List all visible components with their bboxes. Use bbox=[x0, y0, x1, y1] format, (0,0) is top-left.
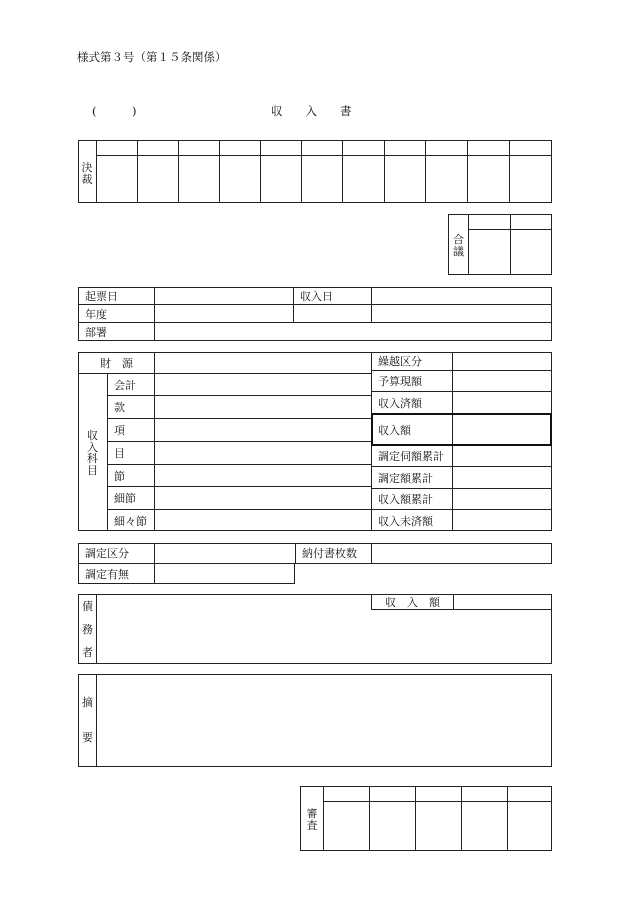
approval-divider-1 bbox=[137, 140, 138, 203]
subject-section-field[interactable] bbox=[155, 396, 371, 418]
subject-item-label: 項 bbox=[114, 424, 125, 437]
subject-node-label: 節 bbox=[114, 469, 125, 483]
receipt-subject-label: 収 入 科 目 bbox=[87, 429, 98, 477]
debtor-amount-label: 収 入 額 bbox=[385, 595, 440, 609]
audit-divider-2 bbox=[415, 786, 416, 851]
receipt-amount-label: 収入額 bbox=[378, 423, 411, 437]
approval-divider-10 bbox=[509, 140, 510, 203]
subject-category-label: 目 bbox=[114, 447, 125, 460]
summary-label: 摘 要 bbox=[82, 696, 93, 744]
fiscal-year-label: 年度 bbox=[85, 307, 107, 321]
adjustment-request-total-label: 調定伺額累計 bbox=[378, 450, 444, 463]
received-amount-field[interactable] bbox=[453, 392, 551, 413]
debtor-label: 債 務 者 bbox=[82, 600, 93, 660]
approval-divider-5 bbox=[301, 140, 302, 203]
consultation-divider-0 bbox=[468, 214, 469, 275]
audit-divider-1 bbox=[369, 786, 370, 851]
adjustment-category-field[interactable] bbox=[155, 543, 295, 563]
unreceived-amount-field[interactable] bbox=[453, 510, 551, 531]
subject-subsubnode-label: 細々節 bbox=[114, 514, 147, 528]
receipt-date-field[interactable] bbox=[372, 287, 551, 304]
audit-divider-0 bbox=[323, 786, 324, 851]
receipt-total-label: 収入額累計 bbox=[378, 493, 433, 506]
approval-table bbox=[78, 140, 552, 203]
funding-source-field[interactable] bbox=[155, 352, 371, 373]
debtor-field[interactable] bbox=[97, 610, 551, 663]
consultation-label: 合 議 bbox=[453, 233, 464, 258]
receipt-amount-field[interactable] bbox=[453, 414, 551, 445]
subject-item-field[interactable] bbox=[155, 419, 371, 441]
approval-divider-9 bbox=[467, 140, 468, 203]
approval-divider-6 bbox=[342, 140, 343, 203]
subject-subsubnode-field[interactable] bbox=[155, 510, 371, 531]
subject-subnode-label: 細節 bbox=[114, 492, 136, 505]
audit-header-line bbox=[323, 801, 552, 802]
department-field[interactable] bbox=[155, 323, 551, 340]
audit-divider-4 bbox=[507, 786, 508, 851]
payment-slips-label: 納付書枚数 bbox=[302, 547, 357, 560]
carryover-category-label: 繰越区分 bbox=[378, 355, 422, 368]
approval-divider-3 bbox=[219, 140, 220, 203]
adjustment-total-field[interactable] bbox=[453, 467, 551, 488]
approval-header-line bbox=[96, 155, 552, 156]
adjustment-presence-field[interactable] bbox=[155, 564, 295, 584]
page-title: 収 入 書 bbox=[271, 104, 352, 118]
current-budget-field[interactable] bbox=[453, 371, 551, 391]
adjustment-category-label: 調定区分 bbox=[85, 547, 129, 560]
consultation-divider-1 bbox=[510, 214, 511, 275]
header-paren-open: ( bbox=[92, 104, 97, 118]
adjustment-total-label: 調定額累計 bbox=[378, 471, 433, 485]
approval-divider-8 bbox=[425, 140, 426, 203]
audit-label: 審 査 bbox=[306, 807, 318, 832]
audit-table bbox=[300, 786, 552, 851]
payment-slips-field[interactable] bbox=[372, 543, 551, 563]
received-amount-label: 収入済額 bbox=[378, 396, 422, 410]
subject-category-field[interactable] bbox=[155, 442, 371, 464]
subject-node-field[interactable] bbox=[155, 465, 371, 486]
subject-account-field[interactable] bbox=[155, 374, 371, 395]
header-paren-close: ) bbox=[132, 104, 137, 118]
draft-date-label: 起票日 bbox=[85, 289, 118, 303]
debtor-amount-field[interactable] bbox=[454, 594, 551, 609]
form-id: 様式第３号（第１５条関係） bbox=[77, 50, 227, 64]
adjustment-presence-label: 調定有無 bbox=[85, 568, 129, 581]
subject-section-label: 款 bbox=[114, 401, 125, 414]
subject-subnode-field[interactable] bbox=[155, 487, 371, 509]
approval-label: 決 裁 bbox=[81, 161, 93, 186]
fiscal-year-field[interactable] bbox=[155, 305, 551, 322]
approval-divider-4 bbox=[260, 140, 261, 203]
subject-account-label: 会計 bbox=[114, 378, 136, 392]
approval-divider-7 bbox=[384, 140, 385, 203]
approval-divider-2 bbox=[178, 140, 179, 203]
carryover-category-field[interactable] bbox=[453, 352, 551, 370]
approval-divider-0 bbox=[96, 140, 97, 203]
audit-divider-3 bbox=[461, 786, 462, 851]
funding-source-label: 財 源 bbox=[100, 356, 133, 370]
receipt-total-field[interactable] bbox=[453, 489, 551, 509]
department-label: 部署 bbox=[85, 325, 107, 339]
summary-field[interactable] bbox=[97, 675, 551, 766]
unreceived-amount-label: 収入未済額 bbox=[378, 514, 433, 528]
adjustment-request-total-field[interactable] bbox=[453, 446, 551, 466]
current-budget-label: 予算現額 bbox=[378, 375, 422, 388]
draft-date-field[interactable] bbox=[155, 287, 293, 304]
receipt-date-label: 収入日 bbox=[300, 289, 333, 303]
